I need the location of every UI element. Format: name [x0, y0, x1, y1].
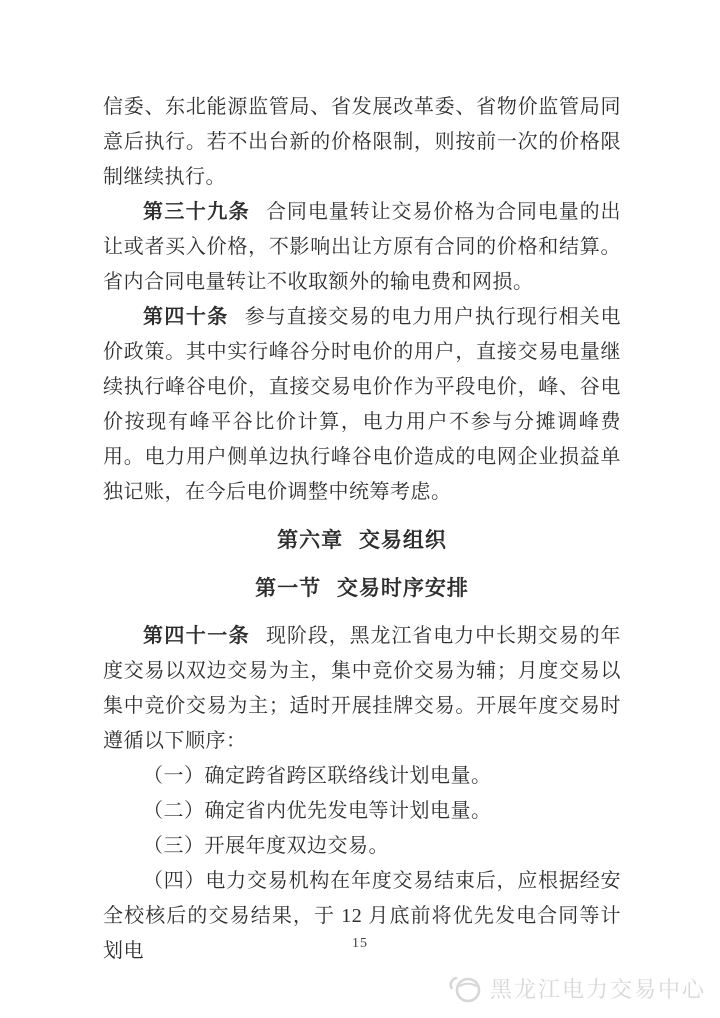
list-item-text: （三）开展年度双边交易。 — [143, 835, 389, 857]
page-number: 15 — [352, 936, 368, 951]
chapter-heading: 第六章 交易组织 — [277, 528, 447, 552]
article-paragraph — [103, 619, 621, 759]
list-item-text: （四）电力交易机构在年度交易结束后，应根据经安全校核后的交易结果，于 12 月底前将优先发电合同等计划电 — [103, 870, 621, 962]
section-heading: 第一节 交易时序安排 — [255, 576, 469, 600]
article-text: 参与直接交易的电力用户执行现行相关电价政策。其中实行峰谷分时电价的用户，直接交易电量继续执行峰谷电价，直接交易电价作为平段电价，峰、谷电价按现有峰平谷比价计算，电力用户不参与分摊调峰费用。电力用户侧单边执行峰谷电价造成的电网企业损益单独记账，在今后电价调整中统筹考虑。 — [103, 306, 622, 503]
article-text: 现阶段，黑龙江省电力中长期交易的年度交易以双边交易为主，集中竞价交易为辅；月度交易以集中竞价交易为主；适时开展挂牌交易。开展年度交易时遵循以下顺序： — [103, 625, 622, 752]
watermark — [448, 973, 706, 1004]
paragraph-text: 信委、东北能源监管局、省发展改革委、省物价监管局同意后执行。若不出台新的价格限制，则按前一次的价格限制继续执行。 — [103, 96, 621, 188]
document-body — [103, 90, 621, 969]
article-paragraph — [103, 195, 621, 300]
list-item — [103, 794, 621, 829]
list-item-text: （一）确定跨省跨区联络线计划电量。 — [143, 765, 492, 787]
list-item — [103, 864, 621, 969]
article-paragraph — [103, 300, 621, 510]
paragraph-continued — [103, 90, 621, 195]
list-item-text: （二）确定省内优先发电等计划电量。 — [143, 800, 492, 822]
article-number: 第四十一条 — [143, 625, 251, 647]
watermark-text: 黑龙江电力交易中心 — [489, 977, 706, 1002]
list-item — [103, 759, 621, 794]
article-number: 第四十条 — [143, 306, 229, 328]
article-text: 合同电量转让交易价格为合同电量的出让或者买入价格，不影响出让方原有合同的价格和结算。省内合同电量转让不收取额外的输电费和网损。 — [103, 201, 622, 293]
list-item — [103, 829, 621, 864]
article-number: 第三十九条 — [143, 201, 251, 223]
trading-center-logo-icon — [448, 974, 484, 1004]
